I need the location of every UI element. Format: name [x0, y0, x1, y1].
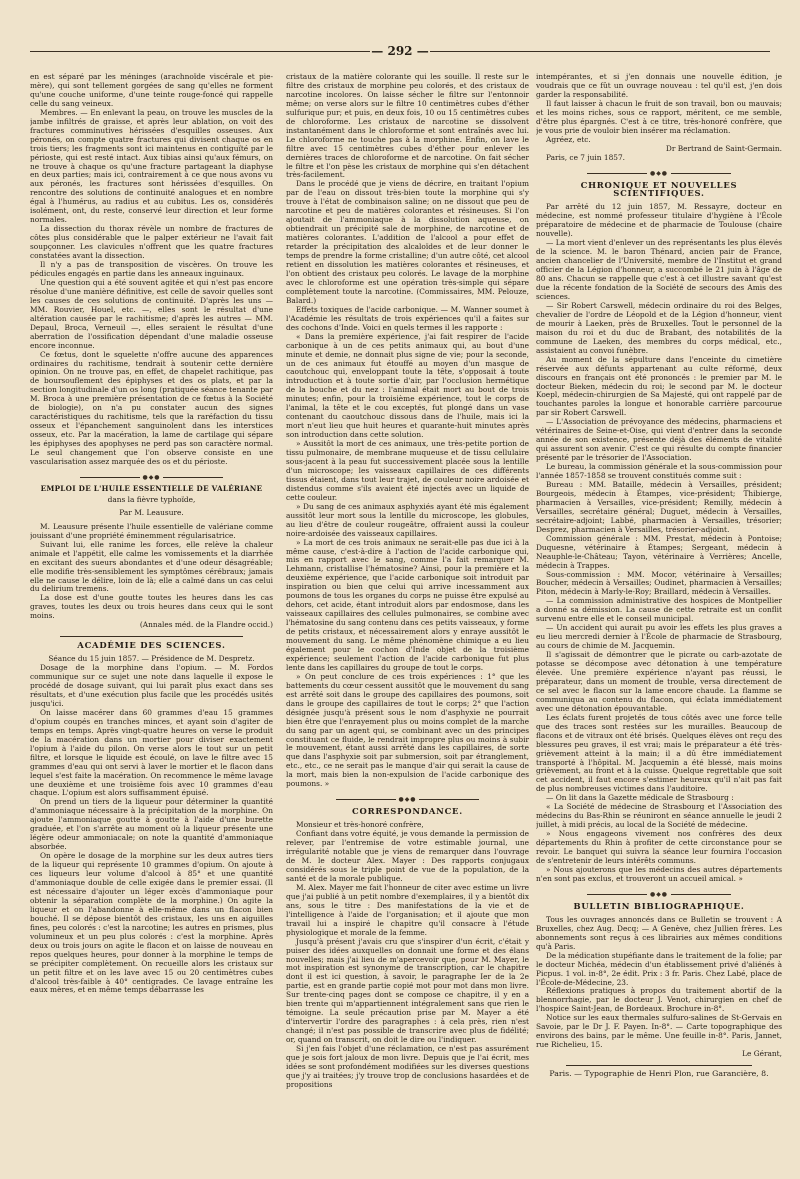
- paragraph: intempérantes, et si j'en donnais une nouvelle édition, je voudrais que ce fût un ouvrage nouveau : tel qu'il est, j'en dois garder la responsabilité.: [536, 73, 782, 99]
- bibliography-entry: Notice sur les eaux thermales sulfuro-salines de St-Gervais en Savoie, par le Dr J. F. Payen. In-8°. — Carte topographique des environs des bains, par le même. Une feuille in-8°. Paris, Jannet, rue Richelieu, 15.: [536, 1013, 782, 1050]
- article-title: EMPLOI DE L'HUILE ESSENTIELLE DE VALÉRIANE: [40, 483, 263, 493]
- paragraph: — Un accident qui aurait pu avoir les effets les plus graves a eu lieu mercredi dernier à l'École de pharmacie de Strasbourg, au cours de chimie de M. Jacquemin.: [536, 623, 782, 651]
- session-line: Séance du 15 juin 1857. — Présidence de M. Despretz.: [48, 654, 255, 664]
- paragraph: Dosage de la morphine dans l'opium. — M. Fordos communique sur ce sujet une note dans laquelle il expose le procédé de dosage suivant, qui lui paraît plus exact dans ses résultats, et d'une exécution plus facile que les procédés usités jusqu'ici.: [30, 663, 273, 708]
- paragraph: « Dans la première expérience, j'ai fait respirer de l'acide carbonique à un de ces petits animaux qui, au bout d'une minute et demie, ne donnait plus signe de vie; pour la seconde, un de ces animaux fut étouffé au moyen d'un masque de caoutchouc qui, enveloppant toute la tête, s'opposait à toute introduction et à toute sortie d'air, par l'occlusion hermétique de la bouche et du nez : l'animal était mort au bout de trois minutes; enfin, pour la troisième expérience, tout le corps de l'animal, la tête et le cou exceptés, fut plongé dans un vase contenant du caoutchouc dissous dans de l'huile, mais ici la mort n'eut lieu que huit heures et quarante-huit minutes après son introduction dans cette solution.: [286, 331, 529, 440]
- paragraph: » Nous engageons vivement nos confrères des deux départements du Rhin à profiter de cette circonstance pour se revoir. Le banquet qui suivra la séance leur fournira l'occasion de s'entretenir de leurs intérêts communs.: [536, 829, 782, 866]
- date-line: Paris, ce 7 juin 1857.: [546, 152, 626, 162]
- paragraph: » On peut conclure de ces trois expériences : 1° que les battements du cœur cessent aussitôt que le mouvement du sang est arrêté soit dans le groupe des capillaires des poumons, soit dans le groupe des capillaires de tout le corps; 2° que l'action désignée jusqu'à présent sous le nom d'asphyxie ne pourrait bien être que l'enrayement plus ou moins complet de la marche du sang par un agent qui, se combinant avec un des principes constituant ce fluide, le rendrait impropre plus ou moins à subir le mouvement, étant aussi arrêté dans les capillaires, de sorte que dans l'asphyxie soit par submersion, soit par étranglement, etc., etc., ce ne serait pas le manque d'air qui serait la cause de la mort, mais bien la non-expulsion de l'acide carbonique des poumons. »: [286, 671, 529, 789]
- paragraph: — L'Association de prévoyance des médecins, pharmaciens et vétérinaires de Seine-et-Oise, qui vient d'entrer dans la seconde année de son existence, présente déjà des éléments de vitalité qui assurent son avenir. C'est ce qui résulte du compte financier présenté par le trésorier de l'Association.: [536, 417, 782, 463]
- paragraph: Il s'agissait de démontrer que le picrate ou carb-azotate de potasse se décompose avec détonation à une température élevée. Une première expérience n'ayant pas réussi, le préparateur, dans un moment de trouble, versa directement de ce sel avec le flacon sur la lame encore chaude. La flamme se communiqua au contenu du flacon, qui éclata immédiatement avec une détonation épouvantable.: [536, 650, 782, 713]
- paragraph: « La Société de médecine de Strasbourg et l'Association des médecins du Bas-Rhin se réuniront en séance annuelle le jeudi 2 juillet, à midi précis, au local de la Société de médecine.: [536, 802, 782, 830]
- source-citation: (Annales méd. de la Flandre occid.): [139, 620, 273, 630]
- paragraph: Les éclats furent projetés de tous côtés avec une force telle que des traces sont restées sur les murailles. Beaucoup de flacons et de vitraux ont été brisés. Quelques élèves ont reçu des blessures peu graves, il est vrai; mais le préparateur a été très-grièvement atteint à la main; il a dû être immédiatement transporté à l'hôpital. M. Jacquemin a été blessé, mais moins grièvement, au front et à la cuisse. Quelque regrettable que soit cet accident, il faut encore s'estimer heureux qu'il n'ait pas fait de plus nombreuses victimes dans l'auditoire.: [536, 712, 782, 794]
- paragraph: Suivant lui, elle ranime les forces, elle relève la chaleur animale et l'appétit, elle calme les vomissements et la diarrhée en excitant des sueurs abondantes et d'une odeur désagréable; elle modifie très-sensiblement les symptômes cérébraux; jamais elle ne cause le délire, loin de là; elle a calmé dans un cas celui du delirium tremens.: [30, 539, 273, 594]
- page-header: [30, 44, 770, 58]
- paragraph: Membres. — En enlevant la peau, on trouve les muscles de la jambe infiltrés de graisse, et après leur ablation, on voit des fractures comminutives hérissées d'esquilles osseuses. Aux péronés, on compte quatre fractures qui divisent chaque os en trois tiers; les fragments sont ici maintenus en contiguïté par le périoste, qui est resté intact. Aux tibias ainsi qu'aux fémurs, on ne trouve à chaque os qu'une fracture partageant la diaphyse en deux parties; mais ici, contrairement à ce que nous avons vu aux péronés, les fractures sont hérissées d'esquilles. On rencontre des solutions de continuité analogues et en nombre égal à l'humérus, au radius et au cubitus. Les os, considérés isolément, ont, du reste, conservé leur direction et leur forme normales.: [30, 107, 273, 225]
- paragraph: Sous-commission : MM. Mocor, vétérinaire à Versailles; Boucher, médecin à Versailles; Oudinet, pharmacien à Versailles; Piton, médecin à Marly-le-Roy; Braillard, médecin à Versailles.: [536, 569, 782, 597]
- paragraph: Il n'y a pas de transposition de viscères. On trouve les pédicules engagés en partie dans les anneaux inguinaux.: [30, 260, 273, 278]
- paragraph: — La mort vient d'enlever un des représentants les plus élevés de la science. M. le baron Thénard, ancien pair de France, ancien chancelier de l'Université, membre de l'Institut et grand officier de la Légion d'honneur, a succombé le 21 juin à l'âge de 80 ans. Chacun se rappelle que c'est à cet illustre savant qu'est due la récente fondation de la Société de secours des Amis des sciences.: [536, 238, 782, 301]
- paragraph: Si j'en fais l'objet d'une réclamation, ce n'est pas assurément que je sois fort jaloux de mon livre. Depuis que je l'ai écrit, mes idées se sont profondément modifiées sur les diverses questions que j'y ai traitées; j'y trouve trop de conclusions hasardées et de propositions: [286, 1044, 529, 1089]
- column-2: [286, 73, 529, 1158]
- paragraph: » Aussitôt la mort de ces animaux, une très-petite portion de tissu pulmonaire, de membrane muqueuse et de tissu cellulaire sous-jacent à la peau fut successivement placée sous la lentille d'un microscope; les vaisseaux capillaires de ces différents tissus étaient, dans tout leur trajet, de couleur noire ardoisée et distendus comme s'ils avaient été injectés avec un liquide de cette couleur.: [286, 439, 529, 502]
- section-title: BULLETIN BIBLIOGRAPHIQUE.: [573, 900, 745, 911]
- paragraph: Confiant dans votre équité, je vous demande la permission de relever, par l'entremise de votre estimable journal, une irrégularité notable que je viens de remarquer dans l'ouvrage de M. le docteur Alex. Mayer : Des rapports conjugaux considérés sous le triple point de vue de la population, de la santé et de la morale publique.: [286, 829, 529, 883]
- section-rule: [60, 636, 243, 637]
- bibliography-entry: Réflexions pratiques à propos du traitement abortif de la blennorrhagie, par le docteur J. Venot, chirurgien en chef de l'hospice Saint-Jean, de Bordeaux. Brochure in-8°.: [536, 986, 782, 1014]
- column-1: [30, 73, 273, 1158]
- article-author: Par M. Leausure.: [119, 507, 184, 517]
- paragraph: — On lit dans la Gazette médicale de Strasbourg :: [546, 793, 734, 803]
- paragraph: Le bureau, la commission générale et la sous-commission pour l'année 1857-1858 se trouvent constitués comme suit :: [536, 462, 782, 481]
- ornament-divider: ●◆●: [30, 474, 273, 481]
- section-rule: [566, 1065, 752, 1066]
- paragraph: La dissection du thorax révèle un nombre de fractures de côtes plus considérable que le palper extérieur ne l'avait fait soupçonner. Les clavicules n'offrent que les quatre fractures constatées avant la dissection.: [30, 224, 273, 261]
- paragraph: Au moment de la sépulture dans l'enceinte du cimetière réservée aux défunts appartenant au culte réformé, deux discours en français ont été prononcés : le premier par M. le docteur Bieken, médecin du roi; le second par M. le docteur Koepl, médecin-chirurgien de Sa Majesté, qui ont rappelé par de touchantes paroles la longue et honorable carrière parcourue par sir Robert Carswell.: [536, 354, 782, 418]
- paragraph: Bureau : MM. Bataille, médecin à Versailles, président; Bourgeois, médecin à Étampes, vice-président; Thibierge, pharmacien à Versailles, vice-président; Remilly, médecin à Versailles, secrétaire général; Duguet, médecin à Versailles, secrétaire-adjoint; Labbé, pharmacien à Versailles, trésorier; Desprez, pharmacien à Versailles, trésorier-adjoint.: [536, 479, 782, 534]
- signature: Dr Bertrand de Saint-Germain.: [665, 143, 782, 153]
- paragraph: Tous les ouvrages annoncés dans ce Bulletin se trouvent : A Bruxelles, chez Aug. Decq; — A Genève, chez Jullien frères. Les abonnements sont reçus à ces librairies aux mêmes conditions qu'à Paris.: [536, 914, 782, 951]
- paragraph: en est séparé par les méninges (arachnoïde viscérale et pie-mère), qui sont tellement gorgées de sang qu'elles ne forment qu'une couche uniforme, d'une teinte rouge-foncé qui rappelle celle du sang veineux.: [30, 73, 273, 108]
- section-title: ACADÉMIE DES SCIENCES.: [77, 640, 226, 651]
- paragraph: » La mort de ces trois animaux ne serait-elle pas due ici à la même cause, c'est-à-dire à l'action de l'acide carbonique qui, mis en rapport avec le sang, comme l'a fait remarquer M. Lehmann, cristallise l'hématosine? Ainsi, pour la première et la deuxième expérience, que l'acide carbonique soit introduit par inspiration ou bien que celui qui arrive incessamment aux poumons de tous les organes du corps ne puisse être expulsé au dehors, cet acide, étant introduit alors par endosmose, dans les vaisseaux capillaires des cellules pulmonaires, se combine avec l'hématosine du sang contenu dans ces petits vaisseaux, y forme de petits cristaux, et nécessairement alors y enraye aussitôt le mouvement du sang. Le même phénomène chimique a eu lieu également pour le cochon d'Inde objet de la troisième expérience; seulement l'action de l'acide carbonique fut plus lente dans les capillaires du groupe de tout le corps.: [286, 537, 529, 672]
- page-number: — 292 —: [371, 44, 429, 58]
- imprint-line: Paris. — Typographie de Henri Plon, rue Garancière, 8.: [549, 1069, 769, 1079]
- paragraph: — La commission administrative des hospices de Montpellier a donné sa démission. La cause de cette retraite est un conflit survenu entre elle et le conseil municipal.: [536, 596, 782, 624]
- paragraph: Dans le procédé que je viens de décrire, en traitant l'opium par de l'eau on dissout très-bien toute la morphine qui s'y trouve à l'état de combinaison saline; on ne dissout que peu de narcotine et peu de matières colorantes et résineuses. Si l'on ajoutait de l'ammoniaque à la dissolution aqueuse, on obtiendrait un précipité sale de morphine, de narcotine et de matières colorantes. L'addition de l'alcool a pour effet de retarder la précipitation des alcaloïdes et de leur donner le temps de prendre la forme cristalline; d'un autre côté, cet alcool retient en dissolution les matières colorantes et résineuses, et l'on obtient des cristaux peu colorés. Le lavage de la morphine avec le chloroforme est une opération très-simple qui sépare complètement toute la narcotine. (Commissaires, MM. Pelouze, Balard.): [286, 179, 529, 305]
- paragraph: Agréez, etc.: [546, 134, 591, 144]
- gerant-label: Le Gérant,: [742, 1049, 782, 1059]
- paragraph: On prend un tiers de la liqueur pour déterminer la quantité d'ammoniaque nécessaire à la précipitation de la morphine. On ajoute l'ammoniaque goutte à goutte à l'aide d'une burette graduée, et l'on s'arrête au moment où la liqueur présente une légère odeur ammoniacale; on note la quantité d'ammoniaque absorbée.: [30, 797, 273, 852]
- ornament-divider: ●◆●: [536, 170, 782, 177]
- paragraph: Ce fœtus, dont le squelette n'offre aucune des apparences ordinaires du rachitisme, tendrait à soutenir cette dernière opinion. On ne trouve pas, en effet, de chapelet rachitique, pas de boursouflement des épiphyses et des os plats, et par la section longitudinale d'un os long (pratiquée séance tenante par M. Broca à une première présentation de ce fœtus à la Société de biologie), on n'a pu constater aucun des signes caractéristiques du rachitisme, tels que la raréfaction du tissu osseux et l'épanchement sanguinolent dans les interstices osseux, etc. Par la macération, la lame de cartilage qui sépare les épiphyses des apophyses ne perd pas son caractère normal. Le seul changement que l'on observe consiste en une vascularisation assez marquée des os et du périoste.: [30, 349, 273, 466]
- paragraph: Par arrêté du 12 juin 1857, M. Ressayre, docteur en médecine, est nommé professeur titulaire d'hygiène à l'École préparatoire de médecine et de pharmacie de Toulouse (chaire nouvelle).: [536, 202, 782, 239]
- paragraph: On opère le dosage de la morphine sur les deux autres tiers de la liqueur qui représente 10 grammes d'opium. On ajoute à ces liqueurs leur volume d'alcool à 85° et une quantité d'ammoniaque double de celle exigée dans le premier essai. (Il est nécessaire d'ajouter un léger excès d'ammoniaque pour obtenir la séparation complète de la morphine.) On agite la liqueur et on l'abandonne à elle-même dans un flacon bien bouché. Il se dépose bientôt des cristaux, les uns en aiguilles fines, peu colorés : c'est la narcotine; les autres en prismes, plus volumineux et un peu plus colorés : c'est la morphine. Après deux ou trois jours on agite le flacon et on laisse de nouveau en repos quelques heures, pour donner à la morphine le temps de se précipiter complètement. On recueille alors les cristaux sur un petit filtre et on les lave avec 15 ou 20 centimètres cubes d'alcool très-faible à 40° centigrades. Ce lavage entraîne les eaux mères, et en même temps débarrasse les: [30, 851, 273, 995]
- paragraph: On laisse macérer dans 60 grammes d'eau 15 grammes d'opium coupés en tranches minces, et ayant soin d'agiter de temps en temps. Après vingt-quatre heures on verse le produit de la macération dans un mortier pour diviser exactement l'opium à l'aide du pilon. On verse alors le tout sur un petit filtre, et lorsque le liquide est écoulé, on lave le filtre avec 15 grammes d'eau qui ont servi à laver le mortier et le flacon dans lequel s'est faite la macération. On recommence le même lavage une deuxième et une troisième fois avec 10 grammes d'eau chaque. L'opium est alors suffisamment épuisé.: [30, 707, 273, 798]
- paragraph: Il faut laisser à chacun le fruit de son travail, bon ou mauvais; et les moins riches, sous ce rapport, méritent, ce me semble, d'être plus épargnés. C'est à ce titre, très-honoré confrère, que je vous prie de vouloir bien insérer ma réclamation.: [536, 98, 782, 135]
- paragraph: M. Alex. Mayer me fait l'honneur de citer avec estime un livre que j'ai publié à un petit nombre d'exemplaires, il y a bientôt dix ans, sous le titre : Des manifestations de la vie et de l'intelligence à l'aide de l'organisation; et il ajoute que mon travail lui a inspiré le chapitre qu'il consacre à l'étude physiologique et morale de la femme.: [286, 882, 529, 937]
- article-subtitle: dans la fièvre typhoïde,: [107, 494, 196, 504]
- ornament-divider: ●◆●: [536, 891, 782, 898]
- paragraph: La dose est d'une goutte toutes les heures dans les cas graves, toutes les deux ou trois heures dans ceux qui le sont moins.: [30, 593, 273, 621]
- paragraph: cristaux de la matière colorante qui les souille. Il reste sur le filtre des cristaux de morphine peu colorés, et des cristaux de narcotine incolores. On laisse sécher le filtre sur l'entonnoir même; on verse alors sur le filtre 10 centimètres cubes d'éther sulfurique pur; et puis, en deux fois, 10 ou 15 centimètres cubes de chloroforme. Les cristaux de narcotine se dissolvent instantanément dans le chloroforme et sont entraînés avec lui. Le chloroforme ne touche pas à la morphine. Enfin, on lave le filtre avec 15 centimètres cubes d'éther pour enlever les dernières traces de chloroforme et de narcotine. On fait sécher le filtre et l'on pèse les cristaux de morphine qui s'en détachent très-facilement.: [286, 73, 529, 180]
- ornament-divider: ●◆●: [286, 796, 529, 803]
- paragraph: Jusqu'à présent j'avais cru que s'inspirer d'un écrit, c'était y puiser des idées auxquelles on donnait une forme et des élans nouvelles; mais j'ai lieu de m'apercevoir que, pour M. Mayer, le mot inspiration est synonyme de transcription, car le chapitre dont il est ici question, à savoir, le paragraphe Ier de la 2e partie, est en grande partie copié mot pour mot dans mon livre. Sur trente-cinq pages dont se compose ce chapitre, il y en a bien trente qui m'appartiennent intégralement sans que rien le témoigne. La seule précaution prise par M. Mayer a été d'intervertir l'ordre des paragraphes : à cela près, rien n'est changé; il n'est pas possible de transcrire avec plus de fidélité; or, quand on transcrit, on doit le dire ou l'indiquer.: [286, 936, 529, 1045]
- paragraph: Une question qui a été souvent agitée et qui n'est pas encore résolue d'une manière définitive, est celle de savoir quelles sont les causes de ces solutions de continuité. D'après les uns — MM. Rouvier, Houel, etc. —, elles sont le résultat d'une altération causée par le rachitisme; d'après les autres — MM. Depaul, Broca, Verneuil —, elles seraient le résultat d'une aberration de l'ossification dépendant d'une maladie osseuse encore inconnue.: [30, 277, 273, 350]
- paragraph: » Nous ajouterons que les médecins des autres départements n'en sont pas exclus, et trouveront un accueil amical. »: [536, 864, 782, 883]
- paragraph: — Sir Robert Carswell, médecin ordinaire du roi des Belges, chevalier de l'ordre de Léopold et de la Légion d'honneur, vient de mourir à Laeken, près de Bruxelles. Tout le personnel de la maison du roi et du duc de Brabant, des notabilités de la commune de Laeken, des membres du corps médical, etc., assistaient au convoi funèbre.: [536, 300, 782, 355]
- paragraph: » Du sang de ces animaux asphyxiés ayant été mis également aussitôt leur mort sous la lentille du microscope, les globules, au lieu d'être de couleur rougeâtre, offraient aussi la couleur noire-ardoisée des vaisseaux capillaires.: [286, 501, 529, 538]
- paragraph: Effets toxiques de l'acide carbonique. — M. Wanner soumet à l'Académie les résultats de trois expériences qu'il a faites sur des cochons d'Inde. Voici en quels termes il les rapporte :: [286, 304, 529, 332]
- section-title: CORRESPONDANCE.: [352, 806, 463, 817]
- column-3: [536, 73, 782, 1158]
- header-rule-left: [30, 51, 370, 52]
- paragraph: Commission générale : MM. Prestat, médecin à Pontoise; Duquesne, vétérinaire à Étampes; Sergeant, médecin à Neauphle-le-Château; Tayon, vétérinaire à Verrières; Ancelle, médecin à Trappes.: [536, 533, 782, 570]
- paragraph: M. Leausure présente l'huile essentielle de valériane comme jouissant d'une propriété éminemment régularisatrice.: [30, 521, 273, 540]
- section-title: CHRONIQUE ET NOUVELLES SCIENTIFIQUES.: [580, 179, 738, 199]
- paragraph: Monsieur et très-honoré confrère,: [296, 820, 424, 830]
- header-rule-right: [430, 51, 770, 52]
- bibliography-entry: De la médication stupéfiante dans le traitement de la folie; par le docteur Michéa, médecin d'un établissement privé d'aliénés à Picpus. 1 vol. in-8°, 2e édit. Prix : 3 fr. Paris. Chez Labé, place de l'École-de-Médecine, 23.: [536, 950, 782, 987]
